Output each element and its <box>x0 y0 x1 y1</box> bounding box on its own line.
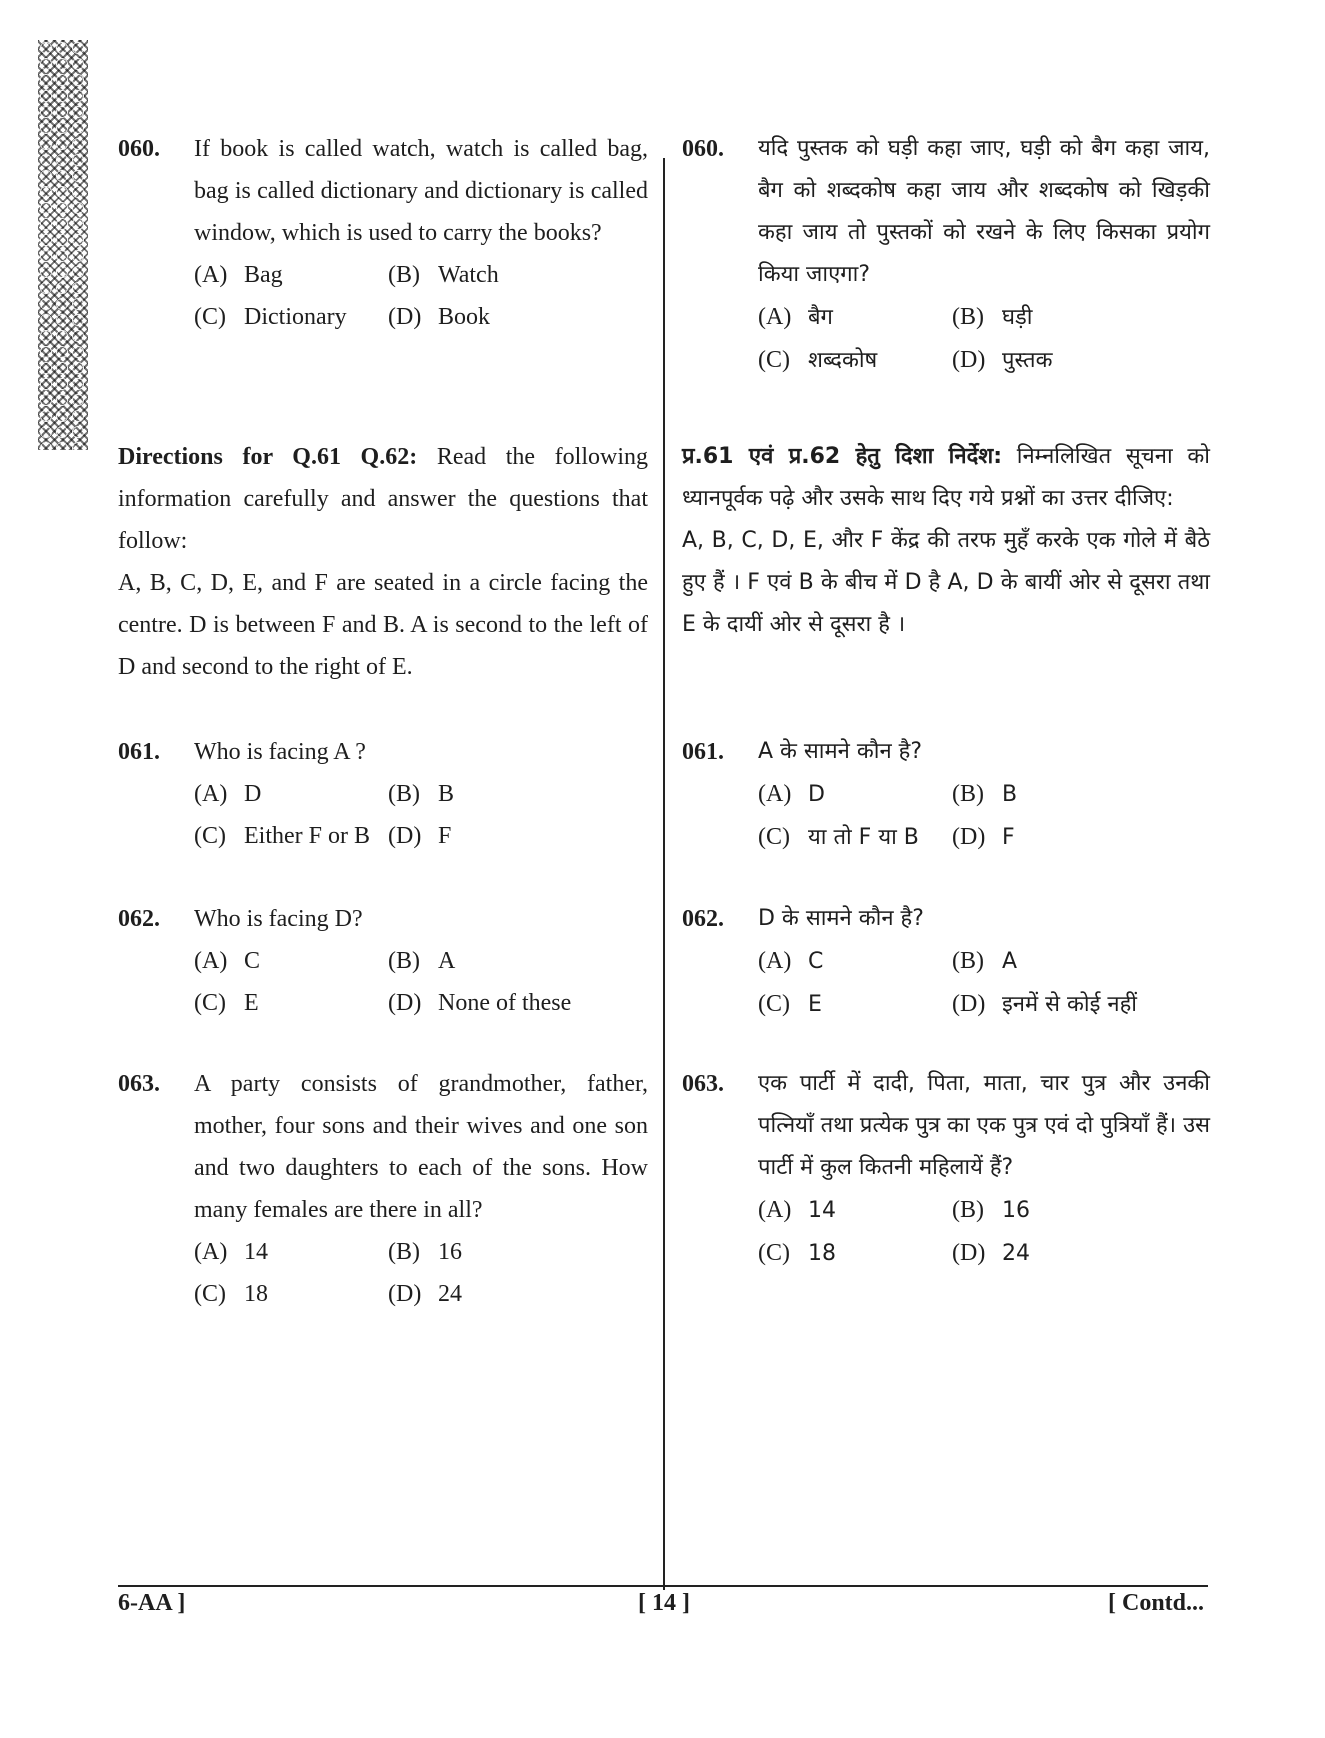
options <box>194 940 648 1024</box>
question-text: यदि पुस्तक को घड़ी कहा जाए, घड़ी को बैग कहा जाय, बैग को शब्दकोष कहा जाय और शब्दकोष को खिड़की कहा जाय तो पुस्तकों को रखने के लिए किसका प्रयोग किया जाएगा? <box>758 136 1210 287</box>
option-a[interactable]: (A) D <box>758 781 825 807</box>
options <box>194 254 648 338</box>
question-060-en <box>118 128 648 338</box>
option-b[interactable]: (B) घड़ी <box>952 304 1033 330</box>
question-number: 063. <box>682 1071 724 1097</box>
option-a[interactable]: (A) D <box>194 781 262 807</box>
option-b[interactable]: (B) B <box>952 781 1018 807</box>
option-d[interactable]: (D) F <box>952 824 1015 850</box>
option-c[interactable]: (C) या तो F या B <box>758 824 919 850</box>
question-060-hi <box>682 128 1210 382</box>
question-text: A के सामने कौन है? <box>758 739 923 764</box>
question-063-en <box>118 1063 648 1315</box>
question-text: एक पार्टी में दादी, पिता, माता, चार पुत्र और उनकी पत्नियाँ तथा प्रत्येक पुत्र का एक पुत्र एवं दो पुत्रियाँ हैं। उस पार्टी में कुल कितनी महिलायें हैं? <box>758 1071 1210 1180</box>
option-d[interactable]: (D) पुस्तक <box>952 347 1053 373</box>
option-d[interactable]: (D) None of these <box>388 990 572 1016</box>
option-c[interactable]: (C) E <box>758 991 822 1017</box>
directions-text: निम्नलिखित सूचना को ध्यानपूर्वक पढ़े और उसके साथ दिए गये प्रश्नों का उत्तर दीजिए: <box>682 444 1210 511</box>
option-c[interactable]: (C) Dictionary <box>194 304 347 330</box>
option-c[interactable]: (C) 18 <box>194 1281 268 1307</box>
option-b[interactable]: (B) A <box>388 948 456 974</box>
option-c[interactable]: (C) शब्दकोष <box>758 347 878 373</box>
column-divider <box>663 158 665 1590</box>
directions-hi <box>682 436 1210 646</box>
options <box>758 940 1210 1026</box>
question-text: D के सामने कौन है? <box>758 906 924 931</box>
question-061-en <box>118 731 648 857</box>
continued-label: [ Contd... <box>1108 1590 1205 1616</box>
option-b[interactable]: (B) Watch <box>388 262 499 288</box>
question-text: Who is facing D? <box>194 906 363 932</box>
decorative-border-pattern <box>38 40 88 450</box>
question-text: Who is facing A ? <box>194 739 366 765</box>
question-number: 060. <box>682 136 724 162</box>
option-b[interactable]: (B) B <box>388 781 455 807</box>
question-number: 063. <box>118 1071 160 1097</box>
directions-info: A, B, C, D, E, और F केंद्र की तरफ मुहँ करके एक गोले में बैठे हुए हैं । F एवं B के बीच में D है A, D के बायीं ओर से दूसरा तथा E के दायीं ओर से दूसरा है । <box>682 528 1210 637</box>
question-number: 061. <box>118 739 160 765</box>
page-number: [ 14 ] <box>638 1590 690 1616</box>
directions-info: A, B, C, D, E, and F are seated in a circle facing the centre. D is between F and B. A is second to the left of D and second to the right of E. <box>118 570 648 680</box>
option-d[interactable]: (D) 24 <box>388 1281 462 1307</box>
option-c[interactable]: (C) E <box>194 990 259 1016</box>
question-063-hi <box>682 1063 1210 1275</box>
directions-en <box>118 436 648 688</box>
question-text: If book is called watch, watch is called bag, bag is called dictionary and dictionary is called window, which is used to carry the books? <box>194 136 648 246</box>
option-d[interactable]: (D) इनमें से कोई नहीं <box>952 991 1138 1017</box>
option-a[interactable]: (A) बैग <box>758 304 833 330</box>
option-d[interactable]: (D) F <box>388 823 452 849</box>
options <box>758 1189 1210 1275</box>
option-d[interactable]: (D) 24 <box>952 1240 1030 1266</box>
options <box>758 296 1210 382</box>
option-b[interactable]: (B) 16 <box>388 1239 462 1265</box>
option-c[interactable]: (C) Either F or B <box>194 823 370 849</box>
question-text: A party consists of grandmother, father, mother, four sons and their wives and one son and two daughters to each of the sons. How many females are there in all? <box>194 1071 648 1223</box>
option-b[interactable]: (B) A <box>952 948 1018 974</box>
question-062-hi <box>682 898 1210 1026</box>
option-a[interactable]: (A) 14 <box>758 1197 836 1223</box>
question-061-hi <box>682 731 1210 859</box>
question-number: 061. <box>682 739 724 765</box>
options <box>758 773 1210 859</box>
options <box>194 1231 648 1315</box>
options <box>194 773 648 857</box>
question-062-en <box>118 898 648 1024</box>
option-a[interactable]: (A) C <box>758 948 824 974</box>
footer-code: 6-AA ] <box>118 1590 186 1616</box>
question-number: 062. <box>118 906 160 932</box>
option-a[interactable]: (A) Bag <box>194 262 283 288</box>
directions-text: Read the following information carefully and answer the questions that follow: <box>118 444 648 554</box>
footer-rule <box>118 1585 1208 1587</box>
directions-label: प्र.61 एवं प्र.62 हेतु दिशा निर्देश: <box>682 444 1003 469</box>
question-number: 062. <box>682 906 724 932</box>
option-a[interactable]: (A) 14 <box>194 1239 268 1265</box>
option-b[interactable]: (B) 16 <box>952 1197 1030 1223</box>
question-number: 060. <box>118 136 160 162</box>
option-c[interactable]: (C) 18 <box>758 1240 836 1266</box>
option-a[interactable]: (A) C <box>194 948 261 974</box>
option-d[interactable]: (D) Book <box>388 304 491 330</box>
directions-label: Directions for Q.61 Q.62: <box>118 444 418 470</box>
